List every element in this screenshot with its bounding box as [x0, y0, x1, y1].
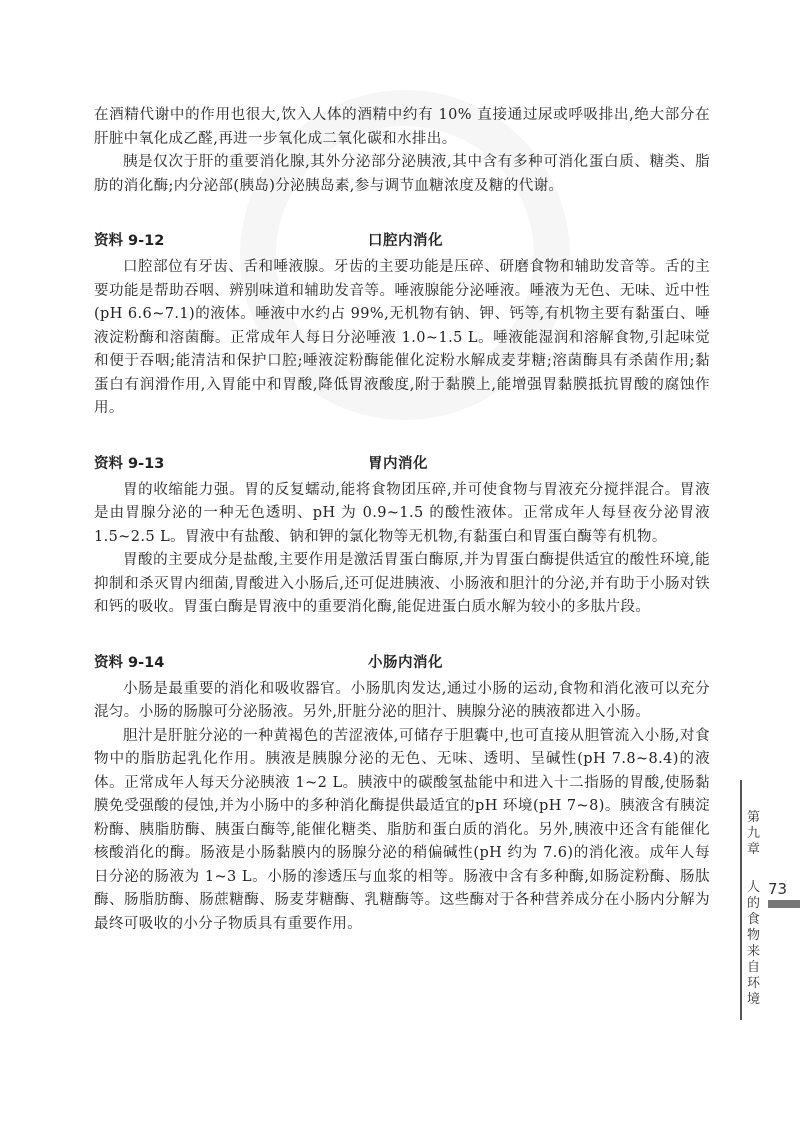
section-9-13-paragraph-2: 胃酸的主要成分是盐酸,主要作用是激活胃蛋白酶原,并为胃蛋白酶提供适宜的酸性环境,能抑制和杀灭胃内细菌,胃酸进入小肠后,还可促进胰液、小肠液和胆汁的分泌,并有助于小肠对铁和钙的吸收。胃蛋白酶是胃液中的重要消化酶,能促进蛋白质水解为较小的多肽片段。	[94, 552, 710, 615]
side-divider	[740, 780, 742, 1020]
section-header-9-14	[94, 651, 710, 675]
page-body	[94, 104, 710, 936]
section-header-9-12	[94, 229, 710, 253]
chapter-topic: 人的食物来自环境	[747, 880, 761, 1007]
section-title: 口腔内消化	[368, 233, 443, 249]
section-9-14-paragraph-1: 小肠是最重要的消化和吸收器官。小肠肌肉发达,通过小肠的运动,食物和消化液可以充分混匀。小肠的肠腺可分泌肠液。另外,肝脏分泌的胆汁、胰腺分泌的胰液都进入小肠。	[94, 680, 710, 720]
section-label: 资料 9-12	[94, 233, 165, 249]
section-title: 胃内消化	[368, 455, 428, 472]
section-9-13-paragraph-1: 胃的收缩能力强。胃的反复蠕动,能将食物团压碎,并可使食物与胃液充分搅拌混合。胃液是由胃腺分泌的一种无色透明、pH 为 0.9~1.5 的酸性液体。正常成年人每昼夜分泌胃液1.5~2.5 L。胃液中有盐酸、钠和钾的氯化物等无机物,有黏蛋白和胃蛋白酶等有机物。	[94, 481, 710, 545]
section-title: 小肠内消化	[368, 654, 443, 671]
intro-paragraph-2: 胰是仅次于肝的重要消化腺,其外分泌部分泌胰液,其中含有多种可消化蛋白质、糖类、脂肪的消化酶;内分泌部(胰岛)分泌胰岛素,参与调节血糖浓度及糖的代谢。	[94, 154, 710, 194]
section-label: 资料 9-14	[94, 654, 165, 671]
chapter-label: 第九章	[747, 810, 761, 857]
intro-paragraph-1: 在酒精代谢中的作用也很大,饮入人体的酒精中约有 10% 直接通过尿或呼吸排出,绝大部分在肝脏中氧化成乙醛,再进一步氧化成二氧化碳和水排出。	[94, 107, 710, 147]
section-header-9-13	[94, 452, 710, 476]
section-label: 资料 9-13	[94, 455, 165, 472]
page-number: 73	[768, 880, 788, 898]
section-9-14-paragraph-2: 胆汁是肝脏分泌的一种黄褐色的苦涩液体,可储存于胆囊中,也可直接从胆管流入小肠,对食物中的脂肪起乳化作用。胰液是胰腺分泌的无色、无味、透明、呈碱性(pH 7.8~8.4)的液体。正常成年人每天分泌胰液 1~2 L。胰液中的碳酸氢盐能中和进入十二指肠的胃酸,使肠黏膜免受强酸的侵蚀,并为小肠中的多种消化酶提供最适宜的pH 环境(pH 7~8)。胰液含有胰淀粉酶、胰脂肪酶、胰蛋白酶等,能催化糖类、脂肪和蛋白质的消化。另外,胰液中还含有能催化核酸消化的酶。肠液是小肠黏膜内的肠腺分泌的稍偏碱性(pH 约为 7.6)的消化液。成年人每日分泌的肠液为 1~3 L。小肠的渗透压与血浆的相等。肠液中含有多种酶,如肠淀粉酶、肠肽酶、肠脂肪酶、肠蔗糖酶、肠麦芽糖酶、乳糖酶等。这些酶对于各种营养成分在小肠内分解为最终可吸收的小分子物质具有重要作用。	[94, 727, 710, 932]
section-9-12-paragraph-1: 口腔部位有牙齿、舌和唾液腺。牙齿的主要功能是压碎、研磨食物和辅助发音等。舌的主要功能是帮助吞咽、辨别味道和辅助发音等。唾液腺能分泌唾液。唾液为无色、无味、近中性(pH 6.6~7.1)的液体。唾液中水约占 99%,无机物有钠、钾、钙等,有机物主要有黏蛋白、唾液淀粉酶和溶菌酶。正常成年人每日分泌唾液 1.0~1.5 L。唾液能湿润和溶解食物,引起味觉和便于吞咽;能清洁和保护口腔;唾液淀粉酶能催化淀粉水解成麦芽糖;溶菌酶具有杀菌作用;黏蛋白有润滑作用,入胃能中和胃酸,降低胃液酸度,附于黏膜上,能增强胃黏膜抵抗胃酸的腐蚀作用。	[94, 259, 710, 416]
page-number-bar	[768, 900, 800, 908]
chapter-side-tab	[740, 780, 800, 1050]
